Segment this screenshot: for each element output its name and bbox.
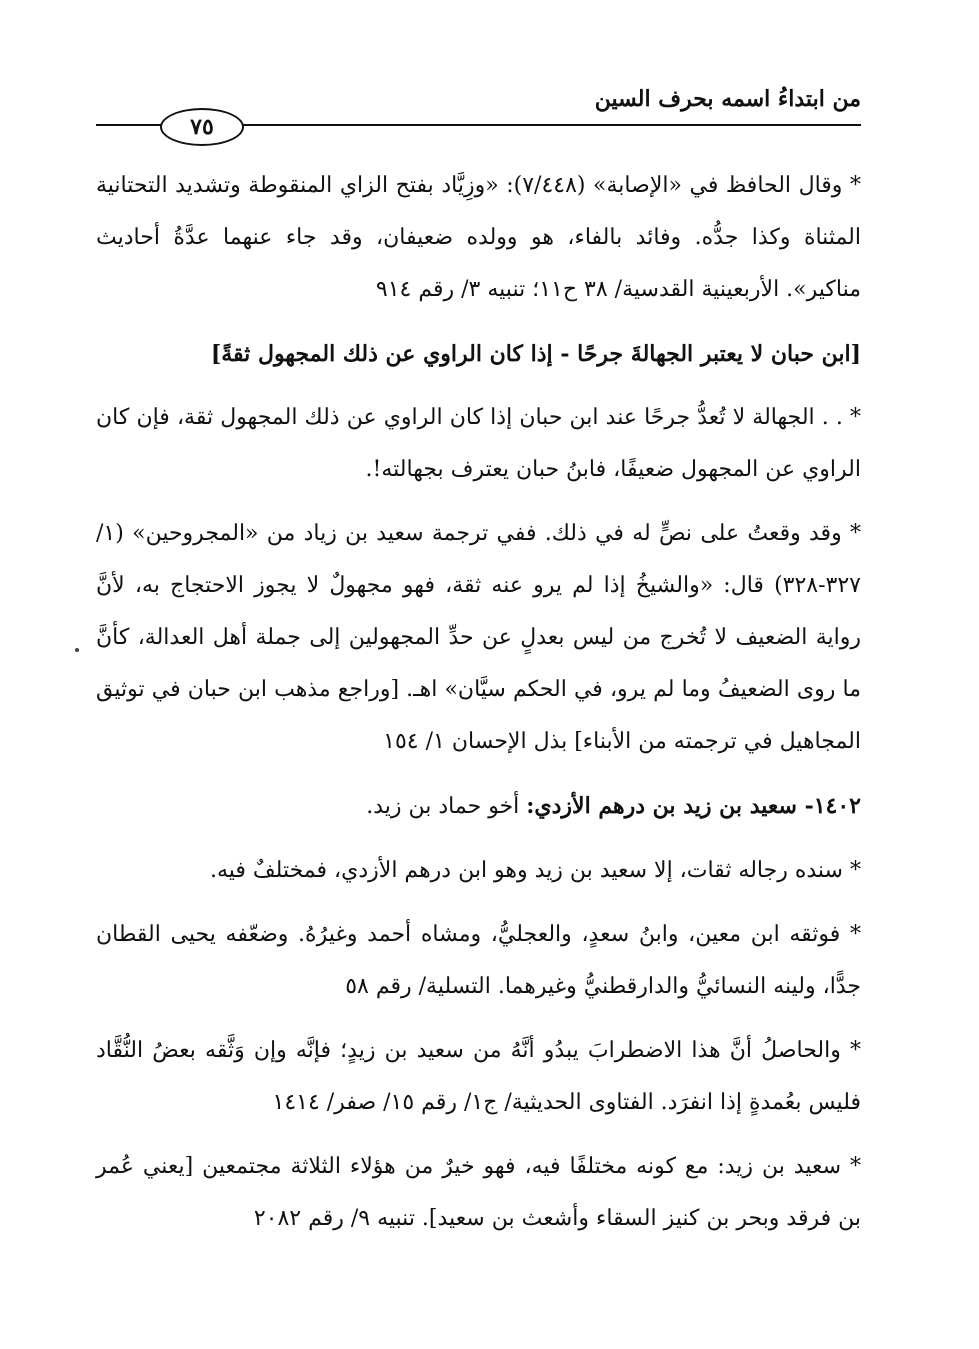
section-heading: [ابن حبان لا يعتبر الجهالةَ جرحًا - إذا كان الراوي عن ذلك المجهول ثقةً] (210, 341, 861, 367)
entry-title: ١٤٠٢- سعيد بن زيد بن درهم الأزدي: (526, 793, 861, 819)
paragraph-jahala: * . . الجهالة لا تُعدُّ جرحًا عند ابن حبان إذا كان الراوي عن ذلك المجهول ثقة، فإن كان الراوي عن المجهول ضعيفًا، فابنُ حبان يعترف بجهالته!. (96, 405, 861, 482)
page-number-badge: ٧٥ (160, 108, 244, 146)
entry-subtitle: أخو حماد بن زيد. (366, 794, 520, 819)
running-header: من ابتداءُ اسمه بحرف السين (594, 86, 861, 112)
page-body (96, 160, 861, 1257)
paragraph-tawthiq: * فوثقه ابن معين، وابنُ سعدٍ، والعجليُّ، ومشاه أحمد وغيرُهُ. وضعّفه يحيى القطان جدًّا، ولينه النسائيُّ والدارقطنيُّ وغيرهما. التسلية/ رقم ٥٨ (96, 922, 861, 999)
paragraph-sanad: * سنده رجاله ثقات، إلا سعيد بن زيد وهو ابن درهم الأزدي، فمختلفٌ فيه. (209, 858, 861, 883)
paragraph-said-bin-zaid: * سعيد بن زيد: مع كونه مختلفًا فيه، فهو خيرٌ من هؤلاء الثلاثة مجتمعين [يعني عُمر بن فرقد وبحر بن كنيز السقاء وأشعث بن سعيد]. تنبيه ٩/ رقم ٢٠٨٢ (96, 1154, 861, 1231)
paragraph-isaba-quote: * وقال الحافظ في «الإصابة» (٧/٤٤٨): «وزِيَّاد بفتح الزاي المنقوطة وتشديد التحتانية المثناة وكذا جدُّه. وفائد بالفاء، هو وولده ضعيفان، وقد جاء عنهما عدَّةُ أحاديث مناكير». الأربعينية القدسية/ ٣٨ ح١١؛ تنبيه ٣/ رقم ٩١٤ (96, 173, 861, 302)
paragraph-hasil: * والحاصلُ أنَّ هذا الاضطرابَ يبدُو أنَّهُ من سعيد بن زيدٍ؛ فإنَّه وإن وَثَّقه بعضُ النُّقَّاد فليس بعُمدةٍ إذا انفرَد. الفتاوى الحديثية/ ج١/ رقم ١٥/ صفر/ ١٤١٤ (96, 1038, 861, 1115)
margin-speck (75, 648, 79, 652)
entry-header (96, 780, 861, 833)
paragraph-majruhin: * وقد وقعتُ على نصٍّ له في ذلك. ففي ترجمة سعيد بن زياد من «المجروحين» (١/ ٣٢٧-٣٢٨) قال: «والشيخُ إذا لم يرو عنه ثقة، فهو مجهولٌ لا يجوز الاحتجاج به، لأنَّ رواية الضعيف لا تُخرج من ليس بعدلٍ عن حدِّ المجهولين إلى جملة أهل العدالة، كأنَّ ما روى الضعيفُ وما لم يرو، في الحكم سيَّان» اهـ. [وراجع مذهب ابن حبان في توثيق المجاهيل في ترجمته من الأبناء] بذل الإحسان ١/ ١٥٤ (96, 521, 861, 754)
